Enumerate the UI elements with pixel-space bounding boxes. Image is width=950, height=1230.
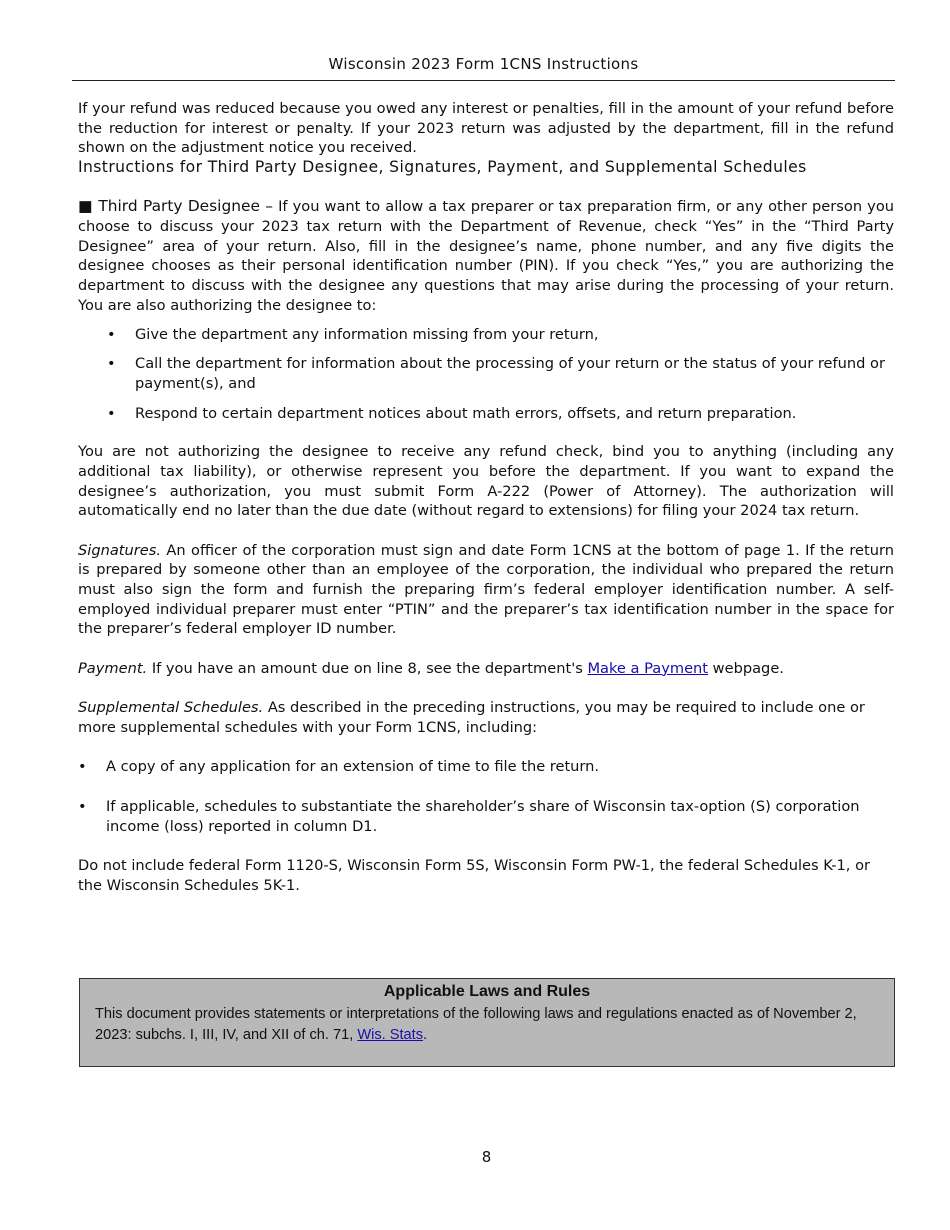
laws-text-end: . <box>423 1027 428 1043</box>
wis-stats-link[interactable]: Wis. Stats <box>357 1027 424 1043</box>
list-item-text: A copy of any application for an extension of time to file the return. <box>106 758 600 776</box>
payment-paragraph <box>78 659 894 679</box>
supplemental-lead: Supplemental Schedules. <box>78 698 264 716</box>
bullet-icon: • <box>107 404 116 422</box>
signatures-text: An officer of the corporation must sign and date Form 1CNS at the bottom of page 1. If the return is prepared by someone other than an employee of the corporation, the individual who prepared the return must also sign the form and furnish the preparing firm’s federal employer identification number. A self-employed individual preparer must enter “PTIN” and the preparer’s tax identification number in the space for the preparer’s federal employer ID number. <box>78 541 894 638</box>
signatures-lead: Signatures. <box>78 541 161 559</box>
list-item-text: Respond to certain department notices about math errors, offsets, and return preparation. <box>135 404 797 422</box>
bullet-icon: • <box>107 355 116 373</box>
page-content <box>78 99 894 896</box>
list-item <box>78 797 894 836</box>
designee-paragraph <box>78 197 894 315</box>
applicable-laws-box <box>79 978 895 1067</box>
payment-text-end: webpage. <box>712 659 784 677</box>
list-item-text: If applicable, schedules to substantiate the shareholder’s share of Wisconsin tax-option (S) corporation income (loss) reported in column D1. <box>106 797 860 835</box>
list-item <box>78 325 894 345</box>
header-rule <box>72 80 895 81</box>
bullet-icon: • <box>78 797 87 815</box>
laws-text: This document provides statements or interpretations of the following laws and regulations enacted as of November 2, 2023: subchs. I, III, IV, and XII of ch. 71, <box>95 1006 857 1043</box>
list-item <box>78 757 894 777</box>
bullet-icon: • <box>107 325 116 343</box>
designee-lead: ■ Third Party Designee – <box>78 197 273 216</box>
bullet-icon: • <box>78 758 87 776</box>
supplemental-paragraph <box>78 698 894 737</box>
list-item-text: Call the department for information about the processing of your return or the status of your refund or payment(s), and <box>135 355 885 392</box>
intro-paragraph: If your refund was reduced because you owed any interest or penalties, fill in the amount of your refund before the reduction for interest or penalty. If your 2023 return was adjusted by the department, fill in the refund shown on the adjustment notice you received. <box>78 100 894 157</box>
list-item <box>78 354 894 393</box>
page-number: 8 <box>481 1148 492 1166</box>
list-item <box>78 404 894 424</box>
designee-bullet-list <box>78 325 894 424</box>
supplemental-text: As described in the preceding instructions, you may be required to include one or more supplemental schedules with your Form 1CNS, including: <box>78 698 865 736</box>
designee-closing-paragraph: You are not authorizing the designee to receive any refund check, bind you to anything (including any additional tax liability), or otherwise represent you before the department. If you want to expand the designee’s authorization, you must submit Form A-222 (Power of Attorney). The authorization will automatically end no later than the due date (without regard to extensions) for filing your 2024 tax return. <box>78 443 894 520</box>
laws-box-title: Applicable Laws and Rules <box>383 983 591 1000</box>
supplemental-closing-paragraph: Do not include federal Form 1120-S, Wisconsin Form 5S, Wisconsin Form PW-1, the federal Schedules K-1, or the Wisconsin Schedules 5K-1. <box>78 857 871 895</box>
designee-text: If you want to allow a tax preparer or tax preparation firm, or any other person you choose to discuss your 2023 tax return with the Department of Revenue, check “Yes” in the “Third Party Designee” area of your return. Also, fill in the designee’s name, phone number, and any five digits the designee chooses as their personal identification number (PIN). If you check “Yes,” you are authorizing the department to discuss with the designee any questions that may arise during the processing of your return. You are also authorizing the designee to: <box>78 198 894 314</box>
payment-text: If you have an amount due on line 8, see the department's <box>151 659 583 677</box>
supplemental-bullet-list <box>78 757 894 836</box>
list-item-text: Give the department any information missing from your return, <box>135 325 599 343</box>
laws-box-text <box>95 1004 879 1046</box>
signatures-paragraph <box>78 541 894 640</box>
make-a-payment-link[interactable]: Make a Payment <box>587 659 709 677</box>
section-heading: Instructions for Third Party Designee, Signatures, Payment, and Supplemental Schedules <box>78 158 807 177</box>
payment-lead: Payment. <box>78 659 148 677</box>
page-header: Wisconsin 2023 Form 1CNS Instructions <box>328 55 639 73</box>
